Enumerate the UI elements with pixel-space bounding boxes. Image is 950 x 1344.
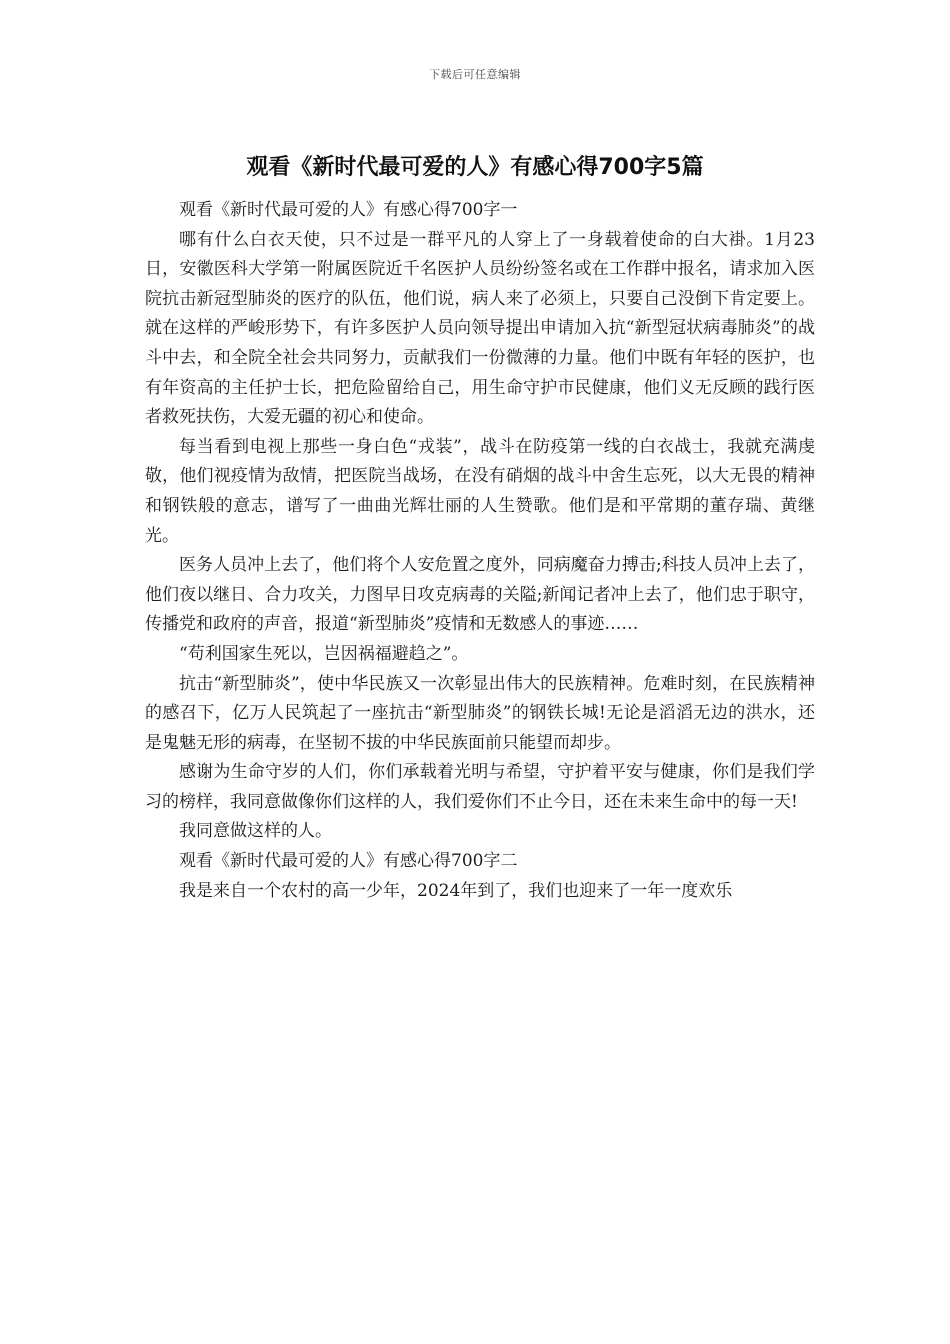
- paragraph: 感谢为生命守岁的人们，你们承载着光明与希望，守护着平安与健康，你们是我们学习的榜样，我同意做像你们这样的人，我们爱你们不止今日，还在未来生命中的每一天!: [145, 762, 815, 812]
- section-heading-2: 观看《新时代最可爱的人》有感心得700字二: [179, 851, 518, 872]
- paragraph: 我同意做这样的人。: [179, 821, 332, 842]
- page-header-note: 下载后可任意编辑: [429, 68, 521, 81]
- paragraph: 抗击“新型肺炎”，使中华民族又一次彰显出伟大的民族精神。危难时刻，在民族精神的感召下，亿万人民筑起了一座抗击“新型肺炎”的钢铁长城!无论是滔滔无边的洪水，还是鬼魅无形的病毒，在坚韧不拔的中华民族面前只能望而却步。: [145, 673, 815, 753]
- paragraph: 我是来自一个农村的高一少年，2024年到了，我们也迎来了一年一度欢乐: [179, 880, 733, 901]
- quote-paragraph: “苟利国家生死以，岂因祸福避趋之”。: [179, 643, 469, 664]
- document-title: 观看《新时代最可爱的人》有感心得700字5篇: [246, 155, 704, 180]
- paragraph: 每当看到电视上那些一身白色“戎装”，战斗在防疫第一线的白衣战士，我就充满虔敬，他们视疫情为敌情，把医院当战场，在没有硝烟的战斗中舍生忘死，以大无畏的精神和钢铁般的意志，谱写了一曲曲光辉壮丽的人生赞歌。他们是和平常期的董存瑞、黄继光。: [145, 436, 815, 546]
- section-heading-1: 观看《新时代最可爱的人》有感心得700字一: [179, 200, 518, 220]
- document-body: [145, 196, 815, 906]
- paragraph: 医务人员冲上去了，他们将个人安危置之度外，同病魔奋力搏击;科技人员冲上去了，他们夜以继日、合力攻关，力图早日攻克病毒的关隘;新闻记者冲上去了，他们忠于职守，传播党和政府的声音，报道“新型肺炎”疫情和无数感人的事迹……: [145, 555, 815, 635]
- paragraph: 哪有什么白衣天使，只不过是一群平凡的人穿上了一身载着使命的白大褂。1月23日，安徽医科大学第一附属医院近千名医护人员纷纷签名或在工作群中报名，请求加入医院抗击新冠型肺炎的医疗的队伍，他们说，病人来了必须上，只要自己没倒下肯定要上。就在这样的严峻形势下，有许多医护人员向领导提出申请加入抗“新型冠状病毒肺炎”的战斗中去，和全院全社会共同努力，贡献我们一份微薄的力量。他们中既有年轻的医护，也有年资高的主任护士长，把危险留给自己，用生命守护市民健康，他们义无反顾的践行医者救死扶伤，大爱无疆的初心和使命。: [145, 229, 815, 428]
